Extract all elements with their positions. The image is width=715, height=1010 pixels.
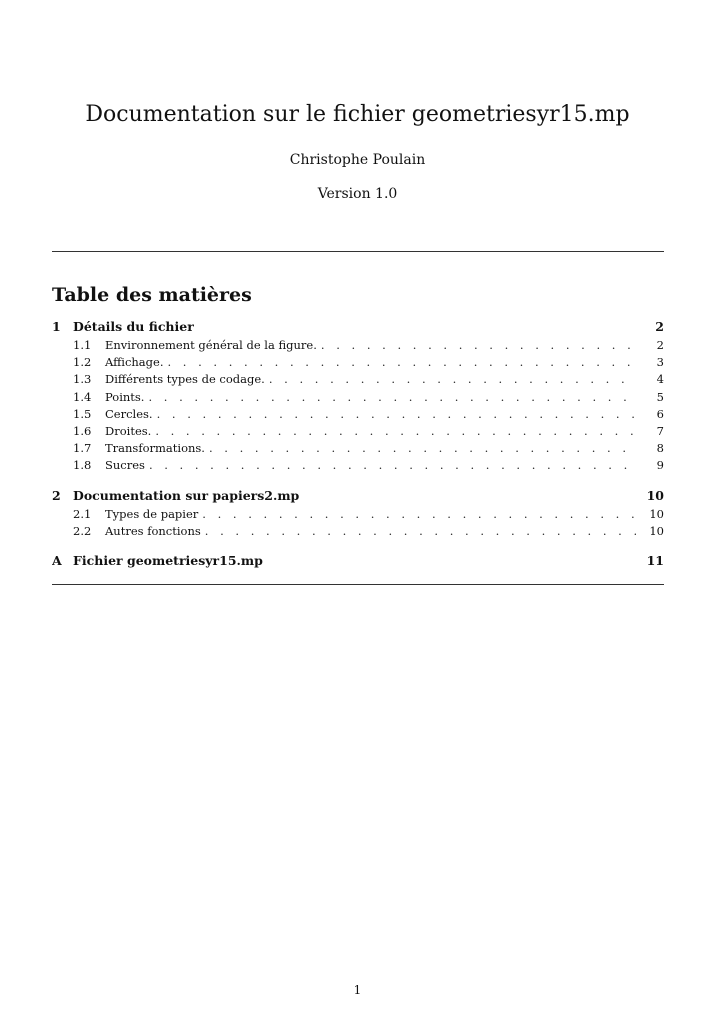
- toc-subsection-1-7[interactable]: [52, 440, 664, 457]
- toc-subsection-1-5[interactable]: [52, 406, 664, 423]
- toc-subsection-title: Cercles.: [105, 406, 153, 421]
- toc-subsection-title: Points.: [105, 389, 145, 404]
- table-of-contents: [52, 317, 664, 571]
- toc-page-number: 2: [656, 338, 664, 352]
- toc-dot-leader: [201, 523, 636, 540]
- page-number: 1: [353, 983, 362, 997]
- toc-dot-leader: [265, 371, 636, 388]
- toc-dot-leader: [163, 354, 636, 371]
- toc-subsection-number: 1.6: [73, 423, 92, 438]
- toc-subsection-number: 1.7: [73, 441, 92, 456]
- toc-page-number: 2: [655, 319, 664, 334]
- toc-subsection-number: 2.2: [73, 523, 92, 538]
- toc-section-title: Documentation sur papiers2.mp: [73, 487, 300, 503]
- toc-subsection-title: Transformations.: [105, 441, 205, 456]
- toc-subsection-2-1[interactable]: [52, 506, 664, 523]
- toc-subsection-1-1[interactable]: [52, 337, 664, 354]
- document-author: Christophe Poulain: [289, 152, 426, 168]
- toc-page-number: 10: [649, 523, 664, 538]
- top-rule: [52, 251, 664, 252]
- toc-page-number: 3: [656, 355, 664, 370]
- toc-section-appendix-a[interactable]: [52, 551, 664, 571]
- toc-section-number: 2: [52, 487, 61, 503]
- toc-subsection-title: Sucres: [105, 458, 145, 473]
- toc-section-title: Fichier geometriesyr15.mp: [73, 552, 263, 568]
- document-title: Documentation sur le fichier geometriesyr15.mp: [85, 102, 630, 127]
- toc-subsection-2-2[interactable]: [52, 523, 664, 540]
- toc-page-number: 11: [646, 552, 664, 568]
- toc-page-number: 4: [656, 372, 664, 387]
- toc-page-number: 6: [656, 406, 664, 421]
- toc-subsection-title: Types de papier: [105, 506, 199, 521]
- toc-subsection-number: 2.1: [73, 506, 92, 521]
- bottom-rule: [52, 584, 664, 585]
- toc-subsection-title: Affichage.: [105, 355, 164, 370]
- toc-page-number: 5: [656, 389, 664, 404]
- toc-subsection-number: 1.4: [73, 389, 92, 404]
- toc-subsection-1-8[interactable]: [52, 457, 664, 474]
- toc-subsection-1-2[interactable]: [52, 354, 664, 371]
- toc-section-title: Détails du fichier: [73, 319, 194, 334]
- toc-subsection-title: Autres fonctions: [105, 523, 201, 538]
- toc-gap: [52, 540, 664, 551]
- toc-heading: Table des matières: [52, 284, 252, 306]
- toc-subsection-number: 1.3: [73, 372, 92, 387]
- toc-dot-leader: [205, 440, 636, 457]
- toc-subsection-number: 1.1: [73, 338, 92, 352]
- toc-page-number: 7: [656, 423, 664, 438]
- toc-subsection-1-4[interactable]: [52, 389, 664, 406]
- toc-subsection-title: Différents types de codage.: [105, 372, 265, 387]
- toc-subsection-number: 1.2: [73, 355, 92, 370]
- toc-page-number: 9: [656, 458, 664, 473]
- toc-dot-leader: [317, 337, 636, 354]
- toc-subsection-title: Droites.: [105, 423, 152, 438]
- toc-subsection-number: 1.8: [73, 458, 92, 473]
- toc-subsection-title: Environnement général de la figure.: [105, 338, 317, 352]
- document-version: Version 1.0: [317, 186, 398, 202]
- toc-dot-leader: [144, 389, 636, 406]
- toc-page-number: 10: [646, 487, 664, 503]
- toc-section-number: 1: [52, 319, 61, 334]
- toc-section-1[interactable]: [52, 317, 664, 337]
- toc-dot-leader: [153, 406, 636, 423]
- toc-dot-leader: [145, 457, 636, 474]
- toc-subsection-1-3[interactable]: [52, 371, 664, 388]
- toc-subsection-1-6[interactable]: [52, 423, 664, 440]
- toc-gap: [52, 475, 664, 486]
- toc-dot-leader: [198, 506, 636, 523]
- toc-section-number: A: [52, 552, 62, 568]
- toc-page-number: 10: [649, 506, 664, 521]
- toc-page-number: 8: [656, 441, 664, 456]
- toc-dot-leader: [151, 423, 636, 440]
- toc-subsection-number: 1.5: [73, 406, 92, 421]
- toc-section-2[interactable]: [52, 486, 664, 506]
